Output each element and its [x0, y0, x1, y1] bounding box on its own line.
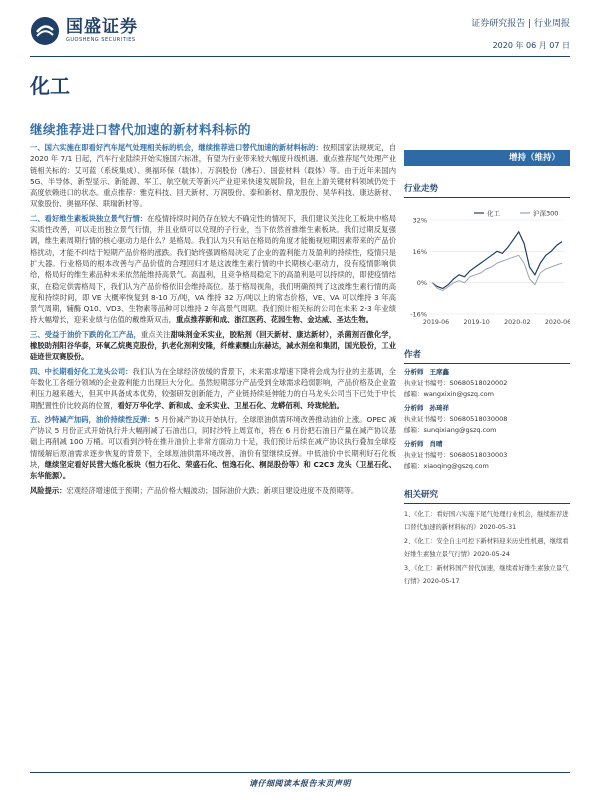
author-cert: 执业证书编号：S0680518030003: [404, 451, 508, 459]
paragraph-text: 按照国家法规规定，自 2020 年 7/1 日起，汽车行业陆续开始实施国六标准，有望为行业带来较大幅度升级机遇。重点推荐尾气处理产业链相关标的：艾可蓝（系统集成）、奥福环保（载体）、万润股份（沸石）、国瓷材料（载体）等。由于近年来国内 5G、半导体、新型显示、新能源、军工、航空航天等新兴产业迎来快速发展阶段，但在上游关键材料领域仍处于高度依赖进口的状态。重点推荐：雅克科技、回天新材、万润股份、泰和新材、鼎龙股份、昊华科技、康达新材、双象股份、奥福环保、联瑞新材等。: [30, 143, 397, 209]
author-name: 孙琦祥: [429, 404, 449, 412]
legend-label: 化工: [487, 209, 500, 218]
recommendation: 继续坚定看好民营大炼化板块（恒力石化、荣盛石化、恒逸石化、桐昆股份等）和 C2C3 龙头（卫星石化、东华能源）。: [30, 460, 396, 481]
x-tick-label: 2019-06: [422, 319, 450, 326]
sidebar: [404, 142, 570, 589]
section-heading: 二、看好维生素板块独立景气行情：: [30, 213, 148, 223]
related-title: 相关研究: [404, 488, 570, 504]
section-heading: 三、受益于油价下跌的化工产品，: [30, 329, 141, 339]
email-label: 邮箱：: [404, 462, 424, 470]
y-tick-label: 0%: [416, 279, 427, 288]
author-name: 肖晴: [429, 440, 443, 448]
trend-chart: [404, 204, 570, 338]
email-label: 邮箱：: [404, 426, 424, 434]
logo-english: GUOSHENG SECURITIES: [66, 37, 136, 43]
logo-icon: [30, 16, 60, 46]
section-heading-cont: 继续推荐进口替代加速的新材料标的：: [198, 143, 323, 152]
rating-badge: 增持（维持）: [404, 150, 570, 166]
logo-name: 国盛证券: [66, 17, 138, 37]
industry-title: 化工: [30, 74, 70, 98]
paragraph-saudi: [30, 414, 396, 482]
author-email[interactable]: wangxixin@gszq.com: [423, 390, 494, 398]
section-heading: 一、国六实施在即看好汽车尾气处理相关标的机会，: [30, 143, 199, 152]
x-tick-label: 2020-06: [544, 319, 570, 326]
trend-title: 行业走势: [404, 182, 570, 198]
author-role: 分析师: [404, 368, 424, 376]
related-research-list: [404, 508, 570, 588]
y-tick-label: 16%: [412, 247, 427, 256]
author-role: 分析师: [404, 404, 424, 412]
report-date: 2020 年 06 月 07 日: [492, 41, 570, 50]
author-cert: 执业证书编号：S0680518020002: [404, 379, 508, 387]
report-headline: 继续推荐进口替代加速的新材料科标的: [30, 122, 252, 137]
paragraph-vitamins: [30, 213, 396, 326]
author-role: 分析师: [404, 440, 424, 448]
related-item[interactable]: 3、《化工：新材料国产替代加速，继续看好维生素独立景气行情》2020-05-17: [404, 565, 569, 585]
trend-chart-svg: [404, 204, 570, 334]
author-email[interactable]: sunqixiang@gszq.com: [423, 426, 497, 434]
authors-title: 作者: [404, 348, 570, 364]
section-heading: 五、沙特减产加码，油价持续性反弹：: [30, 414, 155, 424]
footer-divider: [30, 772, 570, 773]
recommendation: 甜味剂金禾实业，胶粘剂（回天新材、康达新材），杀菌剂百傲化学，橡胶助剂阳谷华泰，环氧乙烷奥克股份，扒老化剂利安隆，纤维素醚山东赫达，减水剂垒和集团，国光股份，工业硅迹世双赛股份。: [30, 329, 397, 362]
risk-text: 宏观经济增速低于预期；产品价格大幅波动；国际油价大跌；新项目建设进度不及预期等。: [66, 485, 359, 495]
legend-label: 沪深300: [533, 209, 559, 218]
x-tick-label: 2019-10: [463, 319, 490, 326]
author-email[interactable]: xiaoqing@gszq.com: [423, 462, 489, 470]
paragraph-text: 重点关注: [140, 329, 171, 339]
recommendation: 看好万华化学、新和成、金禾实业、卫星石化、龙蟒佰利、玲珑轮胎。: [117, 400, 344, 410]
paragraph-text: 5 月份减产协议开始执行，全球原油供需环境改善推动油价上涨。OPEC 减产协议 5 月份正式开始执行并大幅削减了石油出口，同时沙特上周宣布，将在 6 月份把石油日产量在减产协议基础上再削减 100 万桶。可以看到沙特在推升油价上非常方面动力十足，我们预计后续在减产协议执行叠加全球疫情缓解后原油需求逐步恢复的背景下，全球原油供需环境改善，油价有望继续反弹。中低油价中长期利好石化板块，: [30, 414, 396, 470]
author-card: [404, 403, 570, 436]
author-name: 王席鑫: [429, 368, 449, 376]
author-card: [404, 367, 570, 400]
x-tick-label: 2020-02: [504, 319, 531, 326]
paragraph-text: 我们认为在全球经济放缓的背景下，未来需求增速下降将会成为行业的主基调，全年数化工各细分领域的企业盈利能力出现巨大分化。虽然短期部分产品受到全球需求趋弱影响，产品价格及企业盈利压力越来越大，但其中具备成本优势，较强研发创新能力，产业链持续延伸能力的白马龙头公司当下已处于中长期配置性价比较高的位置，: [30, 366, 397, 410]
recommendation: 重点推荐新和成、浙江医药、花园生物、金达威、圣达生物。: [175, 315, 373, 325]
section-heading: 四、中长期看好化工龙头公司：: [30, 366, 133, 376]
paragraph-leaders: [30, 366, 396, 411]
footer-disclaimer: 请仔细阅读本报告末页声明: [249, 779, 351, 788]
paragraph-oil-price: [30, 329, 396, 363]
email-label: 邮箱：: [404, 390, 424, 398]
risk-warning: [30, 485, 396, 496]
author-cert: 执业证书编号：S0680518030008: [404, 415, 508, 423]
page-header: [0, 0, 600, 62]
report-type: 证券研究报告 | 行业周报: [471, 19, 570, 29]
paragraph-new-materials: [30, 142, 396, 210]
paragraph-text: 在疫情持续时间仍存在较大不确定性的情况下，我们建议关注化工板块中格局实质性改善，可以走出独立景气行情，并且业绩可以兑现的子行业，当下依然首推维生素板块。我们过期反复强调，维生素周期行情的核心驱动力是什么？是格局。我们认为只有站在格局的角度才能衡视短期因素带来的产品价格扰动，才能不纠结于短期产品价格的涨跌。我们始终强调格局决定了企业的盈利能力及盈利的持续性，疫情只是扩大器。行业格局的根本改善与产品价值的合理回归才是这波维生素行情的中长期核心驱动力，没有疫情影响供给，格局好的维生素品种未来依然能维持高景气。高温利，且竞争格局稳定下的高盈利是可以持续的，即使疫情结束，在稳定供需格局下，我们认为产品价格依旧会维持高位。基于格局视角，我们明确预判了这波维生素行情的高度和持续时间，即 VE 大概率恢复到 8-10 万/吨，VA 维持 32 万/吨以上的常态价格，VE、VA 可以维持 3 年高景气周期，辅酶 Q10、VD3、生物素等品种可以维持 2 年高景气周期。我们预计相关标的公司在未来 2-3 年业绩持大幅增长，迎来业绩与估值的戴维斯双击，: [30, 213, 397, 325]
risk-heading: 风险提示：: [30, 485, 67, 495]
author-card: [404, 439, 570, 472]
series-line-chemical: [432, 232, 562, 289]
y-tick-label: 32%: [412, 216, 427, 225]
y-tick-label: -16%: [410, 310, 427, 319]
logo: [30, 16, 138, 46]
header-divider: [30, 56, 570, 57]
related-item[interactable]: 2、《化工：安全自主可控下新材料迎来历史性机遇，继续看好维生素独立景气行情》2020-05-24: [404, 538, 569, 558]
report-body: [30, 142, 396, 499]
related-item[interactable]: 1、《化工：看好国六实施下尾气处理行业机会，继续推荐进口替代加速的新材料标的》2020-05-31: [404, 511, 569, 531]
